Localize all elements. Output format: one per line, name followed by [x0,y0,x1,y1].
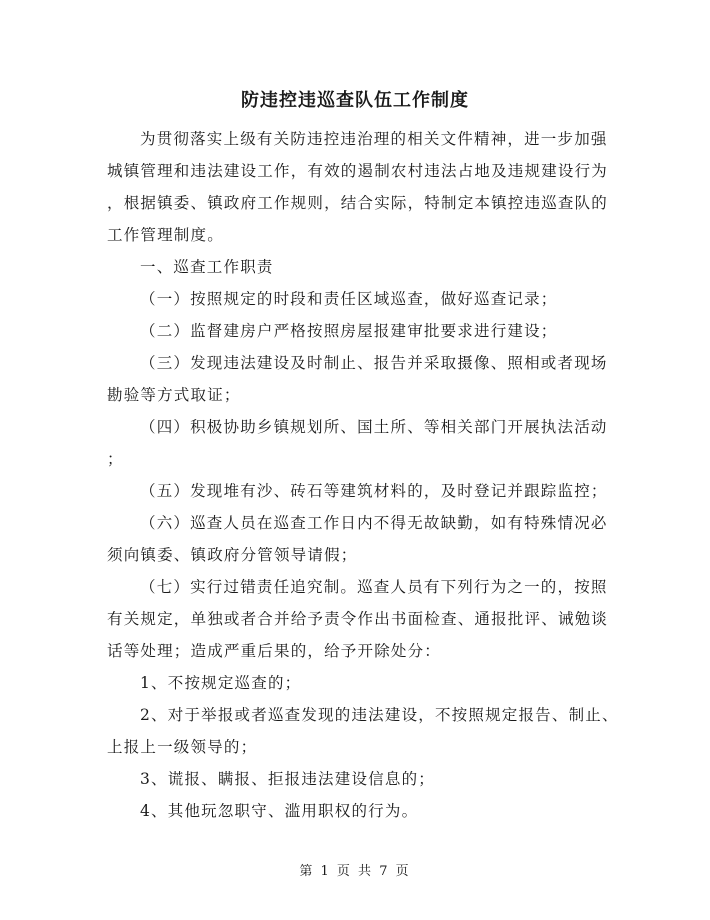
intro-line-3: ，根据镇委、镇政府工作规则，结合实际，特制定本镇控违巡查队的 [107,194,609,212]
item-4-line-2: ； [107,450,124,468]
item-2: （二）监督建房户严格按照房屋报建审批要求进行建设； [140,322,558,340]
sub-item-2-line-1: 2、对于举报或者巡查发现的违法建设，不按照规定报告、制止、 [140,706,619,724]
sub-item-2-line-2: 上报上一级领导的； [107,738,258,756]
document-title: 防违控违巡查队伍工作制度 [241,90,469,111]
intro-line-2: 城镇管理和违法建设工作，有效的遏制农村违法占地及违规建设行为 [107,162,609,180]
page-number-footer: 第 1 页 共 7 页 [299,864,411,879]
item-7-line-1: （七）实行过错责任追究制。巡查人员有下列行为之一的，按照 [140,578,608,596]
sub-item-1: 1、不按规定巡查的； [140,674,302,692]
item-4-line-1: （四）积极协助乡镇规划所、国土所、等相关部门开展执法活动 [140,418,608,436]
sub-item-4: 4、其他玩忽职守、滥用职权的行为。 [140,802,419,820]
item-6-line-2: 须向镇委、镇政府分管领导请假； [107,546,358,564]
intro-line-1: 为贯彻落实上级有关防违控违治理的相关文件精神，进一步加强 [140,130,608,148]
intro-line-4: 工作管理制度。 [107,226,224,244]
sub-item-3: 3、谎报、瞒报、拒报违法建设信息的； [140,770,435,788]
section-heading: 一、巡查工作职责 [140,258,274,276]
item-5: （五）发现堆有沙、砖石等建筑材料的，及时登记并跟踪监控； [140,482,608,500]
item-3-line-2: 勘验等方式取证； [107,386,241,404]
item-7-line-3: 话等处理；造成严重后果的，给予开除处分： [107,642,442,660]
item-3-line-1: （三）发现违法建设及时制止、报告并采取摄像、照相或者现场 [140,354,608,372]
item-6-line-1: （六）巡查人员在巡查工作日内不得无故缺勤，如有特殊情况必 [140,514,608,532]
item-1: （一）按照规定的时段和责任区域巡查，做好巡查记录； [140,290,558,308]
item-7-line-2: 有关规定，单独或者合并给予责令作出书面检查、通报批评、诫勉谈 [107,610,609,628]
